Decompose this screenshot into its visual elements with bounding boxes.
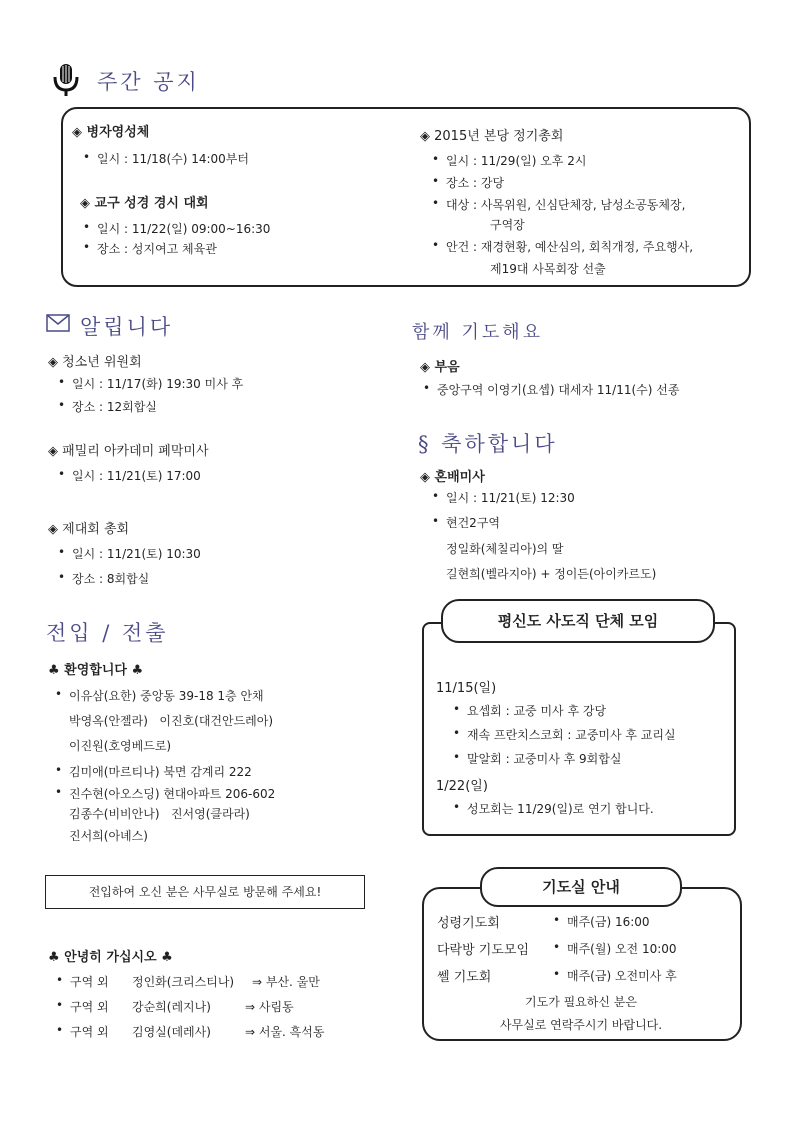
- welcome-line: • 진수현(아오스딩) 현대아파트 206-602: [69, 785, 275, 802]
- notice-title: 주간 공지: [97, 70, 200, 94]
- welcome-line: 이진원(호영베드로): [69, 739, 172, 753]
- welcome-line: 김종수(비비안나) 진서영(클라라): [69, 807, 250, 821]
- farewell-name: 정인화(크리스티나): [132, 975, 235, 989]
- notice-right-item: • 일시 : 11/29(일) 오후 2시: [446, 152, 586, 169]
- farewell-dest: ⇒ 서울. 흑석동: [245, 1025, 325, 1039]
- meeting-item: • 말알회 : 교중미사 후 9회합실: [467, 750, 621, 767]
- prayer-heading: ◈ 부음: [420, 360, 460, 375]
- notice-left-item: • 장소 : 성지여고 체육관: [97, 240, 217, 257]
- prayer-room-time: • 매주(금) 오전미사 후: [567, 967, 677, 984]
- congrats-item: 길현희(벨라지아) + 정이든(아이카르도): [446, 567, 657, 581]
- farewell-dest: ⇒ 사림동: [245, 1000, 294, 1014]
- meeting-item: • 재속 프란치스코회 : 교중미사 후 교리실: [467, 726, 676, 743]
- welcome-line: • 김미애(마르티나) 북면 감계리 222: [69, 763, 252, 780]
- welcome-line: 박영옥(안젤라) 이진호(대건안드레아): [69, 714, 274, 728]
- prayer-title: 함께 기도해요: [412, 322, 544, 343]
- farewell-name: 김영실(데레사): [132, 1025, 211, 1039]
- prayer-room-name: 쎌 기도회: [437, 970, 492, 985]
- congrats-heading: ◈ 혼배미사: [420, 470, 485, 485]
- notice-right-item-cont: 구역장: [490, 218, 525, 232]
- prayer-room-title: 기도실 안내: [480, 867, 682, 907]
- prayer-room-time: • 매주(금) 16:00: [567, 913, 650, 930]
- congrats-item: • 현건2구역: [446, 514, 500, 531]
- announce-title: 알립니다: [80, 315, 174, 339]
- announce-item: • 일시 : 11/21(토) 17:00: [72, 467, 201, 484]
- announce-heading-3: ◈ 제대회 총회: [48, 522, 130, 537]
- move-title: 전입 / 전출: [46, 621, 169, 645]
- announce-heading-2: ◈ 패밀리 아카데미 폐막미사: [48, 444, 209, 459]
- notice-left-item: • 일시 : 11/18(수) 14:00부터: [97, 150, 249, 167]
- prayer-item: • 중앙구역 이영기(요셉) 대세자 11/11(수) 선종: [437, 381, 679, 398]
- meeting-item: • 요셉회 : 교중 미사 후 강당: [467, 702, 606, 719]
- meeting-title: 평신도 사도직 단체 모임: [441, 599, 715, 643]
- prayer-room-name: 성령기도회: [437, 916, 500, 931]
- congrats-item: 정일화(체칠리아)의 딸: [446, 542, 564, 556]
- meeting-item: • 성모회는 11/29(일)로 연기 합니다.: [467, 800, 654, 817]
- notice-right-item-cont: 제19대 사목회장 선출: [490, 262, 606, 276]
- notice-right-item: • 장소 : 강당: [446, 174, 504, 191]
- announce-heading-1: ◈ 청소년 위원회: [48, 355, 142, 370]
- envelope-icon: [46, 314, 70, 332]
- prayer-room-footer: 사무실로 연락주시기 바랍니다.: [499, 1018, 663, 1032]
- farewell-area: • 구역 외: [70, 1023, 109, 1040]
- notice-right-item: • 대상 : 사목위원, 신심단체장, 남성소공동체장,: [446, 196, 685, 213]
- notice-left-heading-1: ◈ 병자영성체: [72, 125, 150, 140]
- notice-left-item: • 일시 : 11/22(일) 09:00~16:30: [97, 220, 270, 237]
- microphone-icon: [50, 62, 82, 98]
- welcome-line: • 이유삼(요한) 중앙동 39-18 1층 안채: [69, 687, 264, 704]
- meeting-date: 1/22(일): [436, 779, 488, 794]
- notice-right-heading: ◈ 2015년 본당 정기총회: [420, 129, 564, 144]
- announce-item: • 장소 : 8회합실: [72, 570, 149, 587]
- farewell-heading: ♣ 안녕히 가십시오 ♣: [48, 950, 173, 965]
- congrats-item: • 일시 : 11/21(토) 12:30: [446, 489, 575, 506]
- prayer-room-name: 다락방 기도모임: [437, 943, 530, 958]
- farewell-name: 강순희(레지나): [132, 1000, 211, 1014]
- move-notice-box: 전입하여 오신 분은 사무실로 방문해 주세요!: [45, 875, 365, 909]
- announce-item: • 일시 : 11/21(토) 10:30: [72, 545, 201, 562]
- announce-item: • 장소 : 12회합실: [72, 398, 157, 415]
- prayer-room-footer: 기도가 필요하신 분은: [525, 995, 637, 1009]
- meeting-date: 11/15(일): [436, 681, 497, 696]
- farewell-dest: ⇒ 부산. 울만: [252, 975, 320, 989]
- prayer-room-time: • 매주(월) 오전 10:00: [567, 940, 677, 957]
- farewell-area: • 구역 외: [70, 998, 109, 1015]
- welcome-line: 진서희(아녜스): [69, 829, 148, 843]
- congrats-title: § 축하합니다: [418, 432, 558, 456]
- farewell-area: • 구역 외: [70, 973, 109, 990]
- welcome-heading: ♣ 환영합니다 ♣: [48, 663, 144, 678]
- notice-left-heading-2: ◈ 교구 성경 경시 대회: [80, 196, 209, 211]
- announce-item: • 일시 : 11/17(화) 19:30 미사 후: [72, 375, 243, 392]
- notice-right-item: • 안건 : 재경현황, 예산심의, 회칙개정, 주요행사,: [446, 238, 693, 255]
